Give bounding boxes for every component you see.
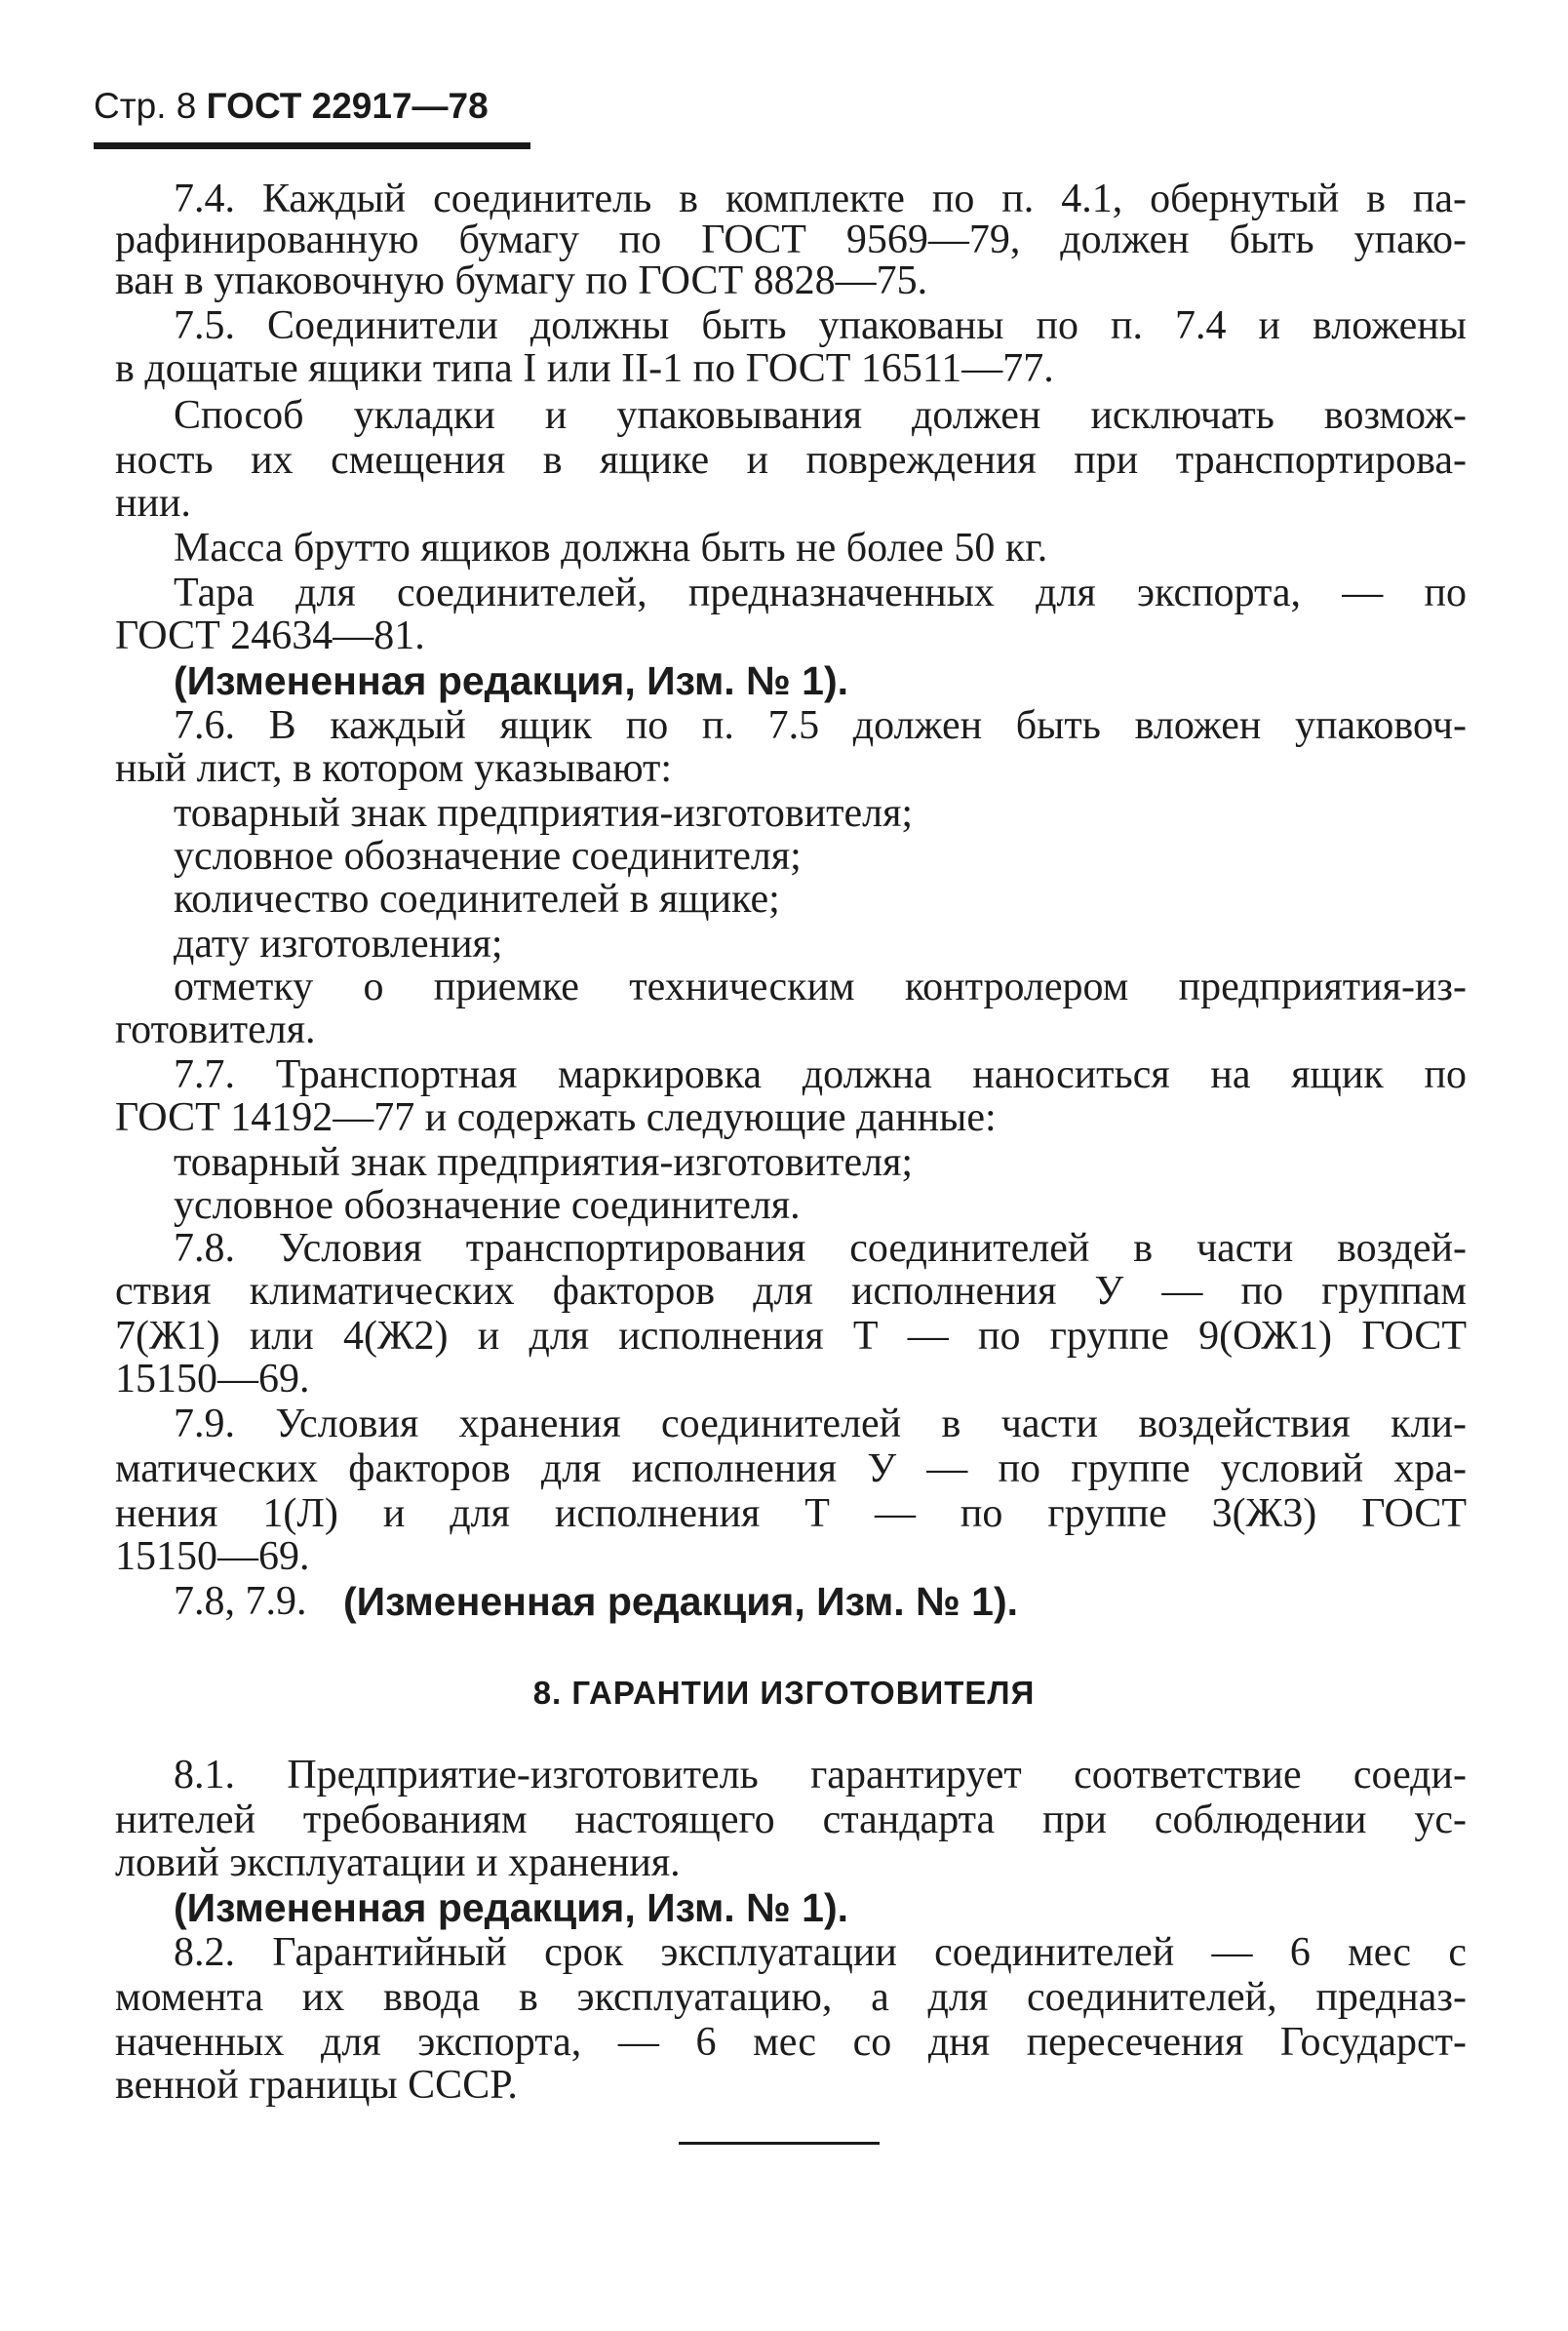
- text-line: Способ укладки и упаковывания должен исключать возмож-: [174, 393, 1467, 438]
- text-line: 7.8, 7.9.: [174, 1579, 307, 1624]
- text-line: нии.: [115, 481, 191, 526]
- text-line: готовителя.: [115, 1007, 316, 1052]
- text-line: нения 1(Л) и для исполнения Т — по группе 3(Ж3) ГОСТ: [115, 1491, 1467, 1536]
- text-line: 7.5. Соединители должны быть упакованы по п. 7.4 и вложены: [174, 303, 1467, 348]
- page-header: [94, 88, 489, 124]
- text-line: 8.1. Предприятие-изготовитель гарантирует соответствие соеди-: [174, 1753, 1467, 1798]
- list-item: условное обозначение соединителя.: [174, 1183, 801, 1228]
- amendment-note: (Измененная редакция, Изм. № 1).: [174, 658, 849, 703]
- text-line: рафинированную бумагу по ГОСТ 9569—79, должен быть упако-: [115, 217, 1467, 262]
- list-item: товарный знак предприятия-изготовителя;: [174, 1140, 914, 1185]
- amendment-note: (Измененная редакция, Изм. № 1).: [343, 1579, 1019, 1624]
- text-line: Тара для соединителей, предназначенных для экспорта, — по: [174, 571, 1467, 615]
- text-line: 15150—69.: [115, 1357, 310, 1402]
- text-line: 15150—69.: [115, 1534, 310, 1579]
- text-line: ность их смещения в ящике и повреждения при транспортирова-: [115, 438, 1467, 483]
- text-line: 7(Ж1) или 4(Ж2) и для исполнения Т — по группе 9(ОЖ1) ГОСТ: [115, 1314, 1467, 1359]
- text-line: 7.9. Условия хранения соединителей в части воздействия кли-: [174, 1402, 1467, 1446]
- list-item: дату изготовления;: [174, 922, 503, 967]
- list-item: количество соединителей в ящике;: [174, 877, 780, 922]
- text-line: в дощатые ящики типа I или II-1 по ГОСТ 16511—77.: [115, 346, 1054, 391]
- text-line: ный лист, в котором указывают:: [115, 746, 673, 791]
- text-line: ствия климатических факторов для исполнения У — по группам: [115, 1269, 1467, 1314]
- list-item: отметку о приемке техническим контролером предприятия-из-: [174, 965, 1467, 1009]
- text-line: ловий эксплуатации и хранения.: [115, 1840, 681, 1885]
- text-line: 7.6. В каждый ящик по п. 7.5 должен быть вложен упаковоч-: [174, 703, 1467, 748]
- standard-id: ГОСТ 22917—78: [206, 86, 489, 126]
- text-line: Масса брутто ящиков должна быть не более 50 кг.: [174, 526, 1048, 571]
- section-heading: 8. ГАРАНТИИ ИЗГОТОВИТЕЛЯ: [532, 1675, 1036, 1711]
- amendment-note: (Измененная редакция, Изм. № 1).: [174, 1885, 849, 1930]
- text-line: наченных для экспорта, — 6 мес со дня пересечения Государст-: [115, 2020, 1467, 2065]
- text-line: венной границы СССР.: [115, 2063, 518, 2108]
- text-line: ГОСТ 24634—81.: [115, 613, 425, 658]
- text-line: 7.7. Транспортная маркировка должна наноситься на ящик по: [174, 1052, 1467, 1097]
- text-line: 8.2. Гарантийный срок эксплуатации соединителей — 6 мес с: [174, 1930, 1467, 1975]
- page-number: Стр. 8: [94, 86, 197, 126]
- text-line: ГОСТ 14192—77 и содержать следующие данные:: [115, 1095, 997, 1140]
- list-item: условное обозначение соединителя;: [174, 834, 802, 879]
- text-line: 7.8. Условия транспортирования соединителей в части воздей-: [174, 1226, 1467, 1271]
- text-line: матических факторов для исполнения У — по группе условий хра-: [115, 1446, 1467, 1491]
- text-line: момента их ввода в эксплуатацию, а для соединителей, предназ-: [115, 1975, 1467, 2020]
- list-item: товарный знак предприятия-изготовителя;: [174, 791, 914, 836]
- text-line: 7.4. Каждый соединитель в комплекте по п. 4.1, обернутый в па-: [174, 177, 1467, 221]
- end-rule: [679, 2142, 880, 2145]
- text-line: ван в упаковочную бумагу по ГОСТ 8828—75.: [115, 258, 928, 303]
- text-line: нителей требованиям настоящего стандарта при соблюдении ус-: [115, 1798, 1467, 1842]
- header-rule: [94, 142, 530, 149]
